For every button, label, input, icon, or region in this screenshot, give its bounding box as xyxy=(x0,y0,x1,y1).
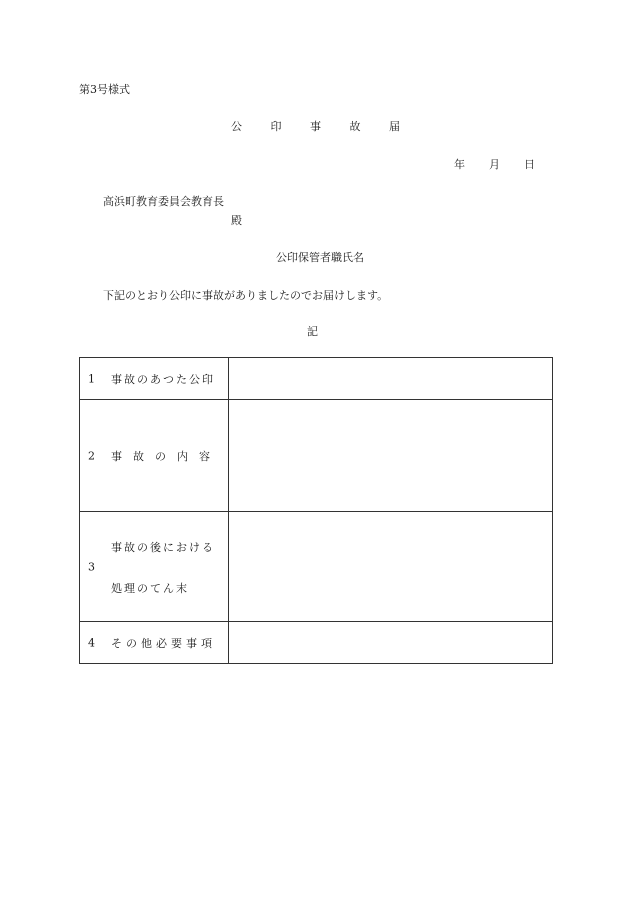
row-number: 3 xyxy=(88,560,95,573)
value-cell[interactable] xyxy=(229,622,553,664)
date-month: 月 xyxy=(489,158,500,171)
row-label: 事故のあつた公印 xyxy=(111,372,215,386)
title-char: 印 xyxy=(270,120,282,133)
row-label: 事故の内容 xyxy=(111,449,221,463)
table-row xyxy=(80,622,553,664)
table-row xyxy=(80,358,553,400)
label-cell xyxy=(80,358,229,400)
addressee: 高浜町教育委員会教育長 xyxy=(103,195,224,208)
label-cell xyxy=(80,400,229,512)
table-row xyxy=(80,512,553,622)
date-line xyxy=(454,156,535,172)
table-row xyxy=(80,400,553,512)
row-label-line2: 処理のてん末 xyxy=(111,582,189,595)
value-cell[interactable] xyxy=(229,512,553,622)
row-number: 1 xyxy=(88,372,95,385)
title-char: 届 xyxy=(389,120,400,133)
document-title xyxy=(231,118,400,134)
custodian-label: 公印保管者職氏名 xyxy=(276,251,364,264)
form-number: 第3号様式 xyxy=(79,83,130,96)
addressee-honorific: 殿 xyxy=(231,214,242,227)
title-char: 故 xyxy=(349,120,361,133)
date-day: 日 xyxy=(524,158,535,171)
body-text: 下記のとおり公印に事故がありましたのでお届けします。 xyxy=(103,289,389,302)
value-cell[interactable] xyxy=(229,358,553,400)
incident-form-table xyxy=(79,357,553,664)
title-char: 事 xyxy=(310,120,321,133)
ki-heading: 記 xyxy=(307,325,318,338)
title-char: 公 xyxy=(231,120,242,133)
label-cell xyxy=(80,512,229,622)
row-label-line1: 事故の後における xyxy=(111,541,215,554)
row-number: 4 xyxy=(88,636,95,649)
value-cell[interactable] xyxy=(229,400,553,512)
row-number: 2 xyxy=(88,449,95,462)
row-label: その他必要事項 xyxy=(111,636,216,650)
label-cell xyxy=(80,622,229,664)
date-year: 年 xyxy=(454,158,465,171)
